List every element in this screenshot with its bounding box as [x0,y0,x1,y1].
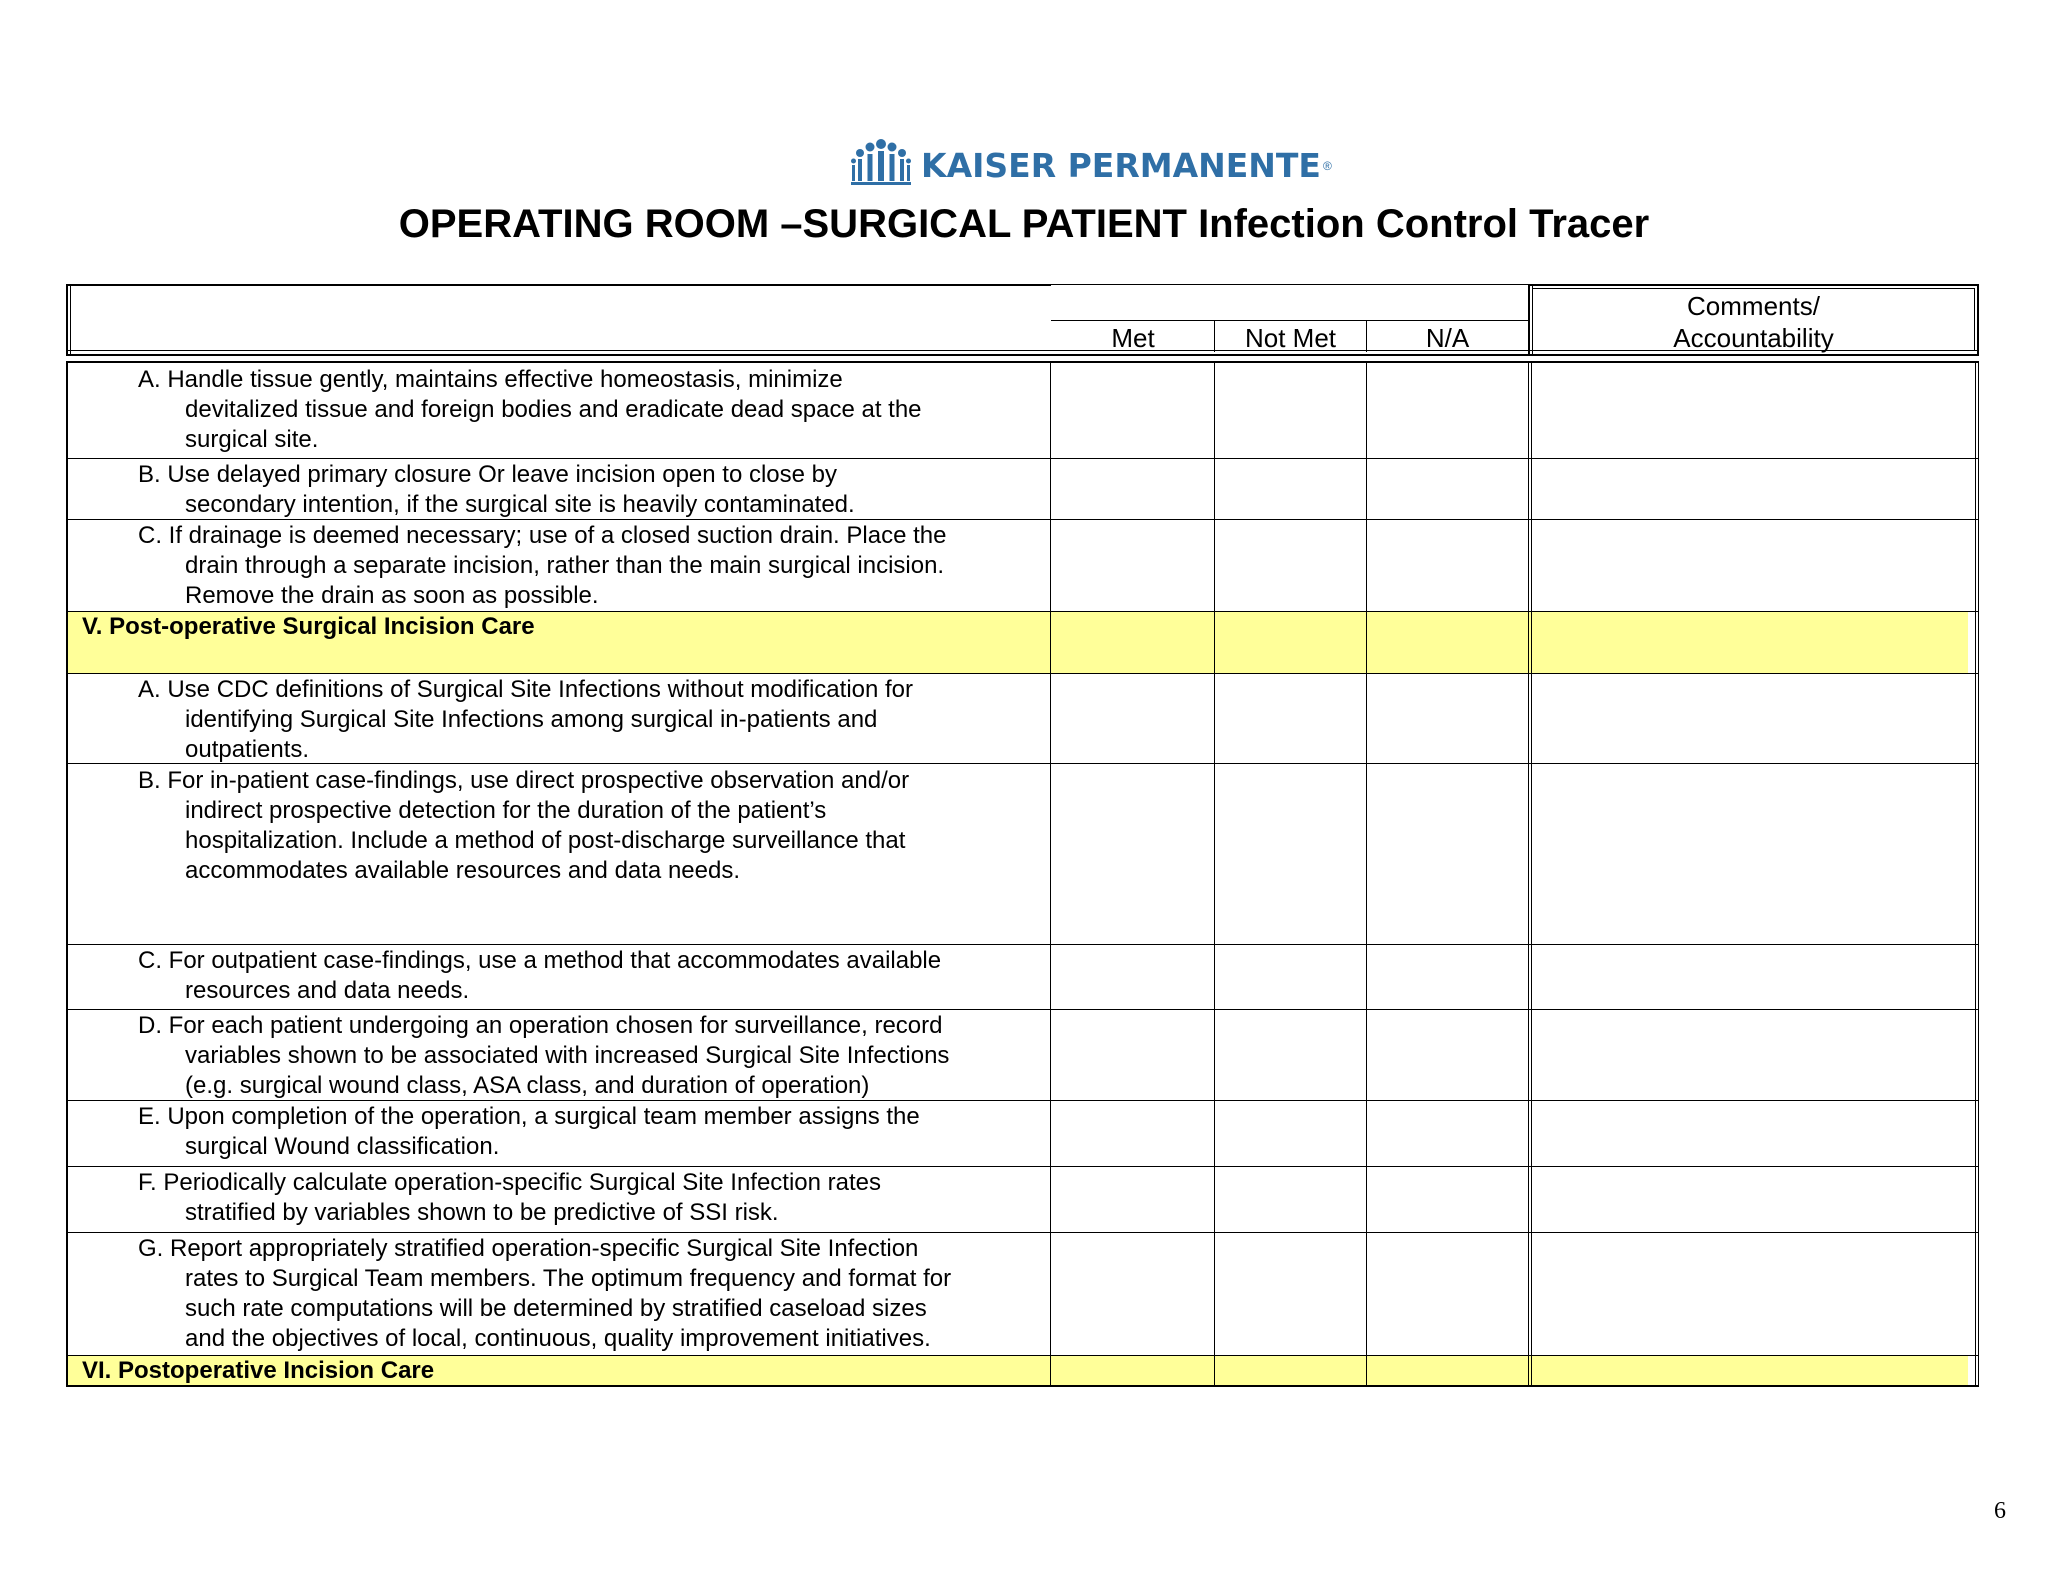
logo-wordmark: KAISER PERMANENTE [921,146,1321,185]
item-text: variables shown to be associated with increased Surgical Site Infections [185,1042,950,1069]
item-text: B. For in-patient case-findings, use direct prospective observation and/or [138,767,910,794]
section-heading: V. Post-operative Surgical Incision Care [82,613,535,640]
comments-header-line2: Accountability [1673,323,1834,353]
section-heading: VI. Postoperative Incision Care [82,1357,435,1384]
item-text: drain through a separate incision, rather than the main surgical incision. [185,552,945,579]
item-text: stratified by variables shown to be predictive of SSI risk. [185,1199,779,1226]
item-text: E. Upon completion of the operation, a surgical team member assigns the [138,1103,920,1130]
na-header: N/A [1425,323,1470,353]
item-text: surgical site. [185,426,319,453]
not-met-header: Not Met [1244,323,1337,353]
item-text: secondary intention, if the surgical site is heavily contaminated. [185,491,855,518]
item-text: A. Use CDC definitions of Surgical Site Infections without modification for [138,676,914,703]
kaiser-people-icon [851,138,911,194]
item-text: accommodates available resources and data needs. [185,857,740,884]
item-text: indirect prospective detection for the duration of the patient’s [185,797,827,824]
item-text: surgical Wound classification. [185,1133,500,1160]
registered-mark: ® [1322,159,1332,173]
met-header: Met [1111,323,1155,353]
item-text: F. Periodically calculate operation-specific Surgical Site Infection rates [138,1169,882,1196]
item-text: A. Handle tissue gently, maintains effective homeostasis, minimize [138,366,843,393]
item-text: devitalized tissue and foreign bodies and eradicate dead space at the [185,396,922,423]
page-title: OPERATING ROOM –SURGICAL PATIENT Infection Control Tracer [398,202,1650,246]
item-text: identifying Surgical Site Infections among surgical in-patients and [185,706,878,733]
item-text: hospitalization. Include a method of post-discharge surveillance that [185,827,906,854]
item-text: Remove the drain as soon as possible. [185,582,599,609]
item-text: rates to Surgical Team members. The optimum frequency and format for [185,1265,952,1292]
item-text: resources and data needs. [185,977,470,1004]
item-text: outpatients. [185,736,310,763]
kaiser-permanente-logo [851,138,1332,194]
item-text: D. For each patient undergoing an operation chosen for surveillance, record [138,1012,943,1039]
item-text: (e.g. surgical wound class, ASA class, and duration of operation) [185,1072,870,1099]
item-text: G. Report appropriately stratified operation-specific Surgical Site Infection [138,1235,919,1262]
item-text: B. Use delayed primary closure Or leave incision open to close by [138,461,837,488]
item-text: C. If drainage is deemed necessary; use of a closed suction drain. Place the [138,522,947,549]
item-text: and the objectives of local, continuous, quality improvement initiatives. [185,1325,931,1352]
item-text: such rate computations will be determined by stratified caseload sizes [185,1295,927,1322]
comments-header-line1: Comments/ [1687,291,1820,321]
page-number: 6 [1994,1498,2006,1524]
item-text: C. For outpatient case-findings, use a method that accommodates available [138,947,942,974]
